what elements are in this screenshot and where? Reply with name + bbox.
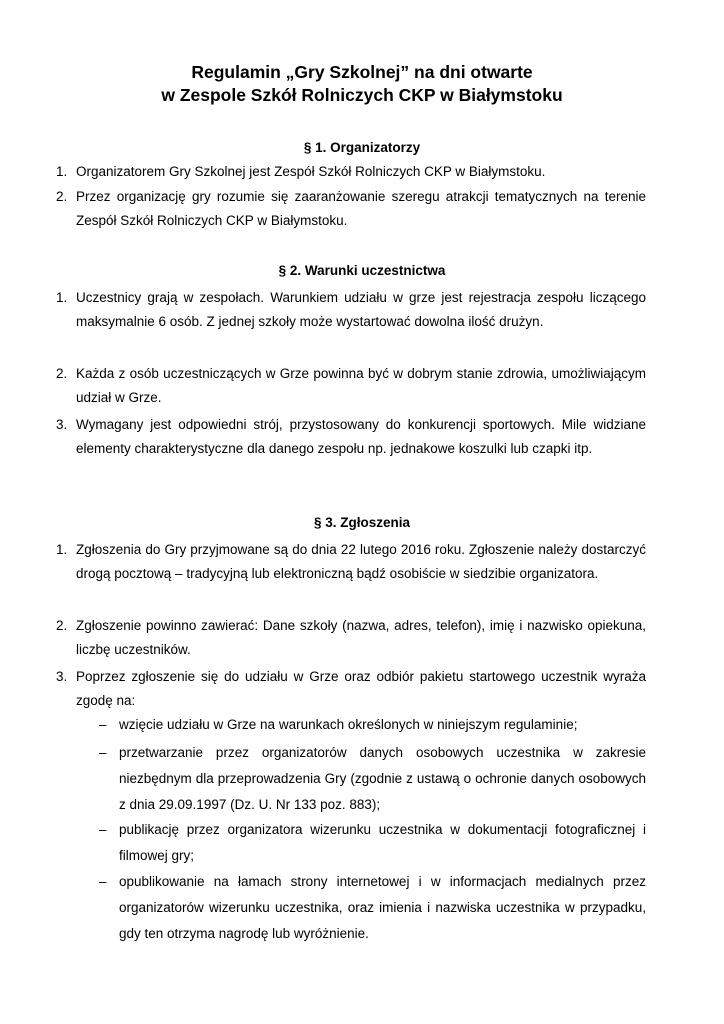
section-3-heading: § 3. Zgłoszenia — [313, 515, 411, 530]
item-number: 2. — [56, 189, 68, 204]
section-2-heading: § 2. Warunki uczestnictwa — [278, 263, 446, 278]
item-text: Poprzez zgłoszenie się do udziału w Grze oraz odbiór pakietu startowego uczestnik wyraża zgodę na: — [76, 669, 646, 708]
subitem-text: opublikowanie na łamach strony internetowej i w informacjach medialnych przez organizatorów wizerunku uczestnika, oraz imienia i nazwiska uczestnika w przypadku, gdy ten otrzyma nagrodę lub wyróżnienie. — [119, 874, 646, 941]
item-number: 2. — [56, 366, 68, 381]
item-text: Uczestnicy grają w zespołach. Warunkiem udziału w grze jest rejestracja zespołu liczącego maksymalnie 6 osób. Z jednej szkoły może wystartować dowolna ilość drużyn. — [76, 290, 646, 329]
item-number: 1. — [56, 164, 68, 179]
dash-bullet: – — [99, 717, 107, 732]
subitem-text: publikację przez organizatora wizerunku uczestnika w dokumentacji fotograficznej i filmowej gry; — [119, 822, 646, 863]
item-number: 1. — [56, 542, 68, 557]
section-1-heading: § 1. Organizatorzy — [303, 140, 421, 155]
dash-bullet: – — [99, 874, 107, 889]
subitem-text: wzięcie udziału w Grze na warunkach określonych w niniejszym regulaminie; — [119, 717, 578, 732]
item-text: Każda z osób uczestniczących w Grze powinna być w dobrym stanie zdrowia, umożliwiającym udział w Grze. — [76, 366, 646, 405]
item-text: Wymagany jest odpowiedni strój, przystosowany do konkurencji sportowych. Mile widziane elementy charakterystyczne dla danego zespołu np. jednakowe koszulki lub czapki itp. — [76, 417, 646, 456]
item-number: 3. — [56, 417, 68, 432]
item-text: Zgłoszenie powinno zawierać: Dane szkoły (nazwa, adres, telefon), imię i nazwisko opiekuna, liczbę uczestników. — [76, 618, 646, 657]
item-number: 3. — [56, 669, 68, 684]
document-title-line-1: Regulamin „Gry Szkolnej” na dni otwarte — [191, 62, 533, 82]
dash-bullet: – — [99, 822, 107, 837]
subitem-text: przetwarzanie przez organizatorów danych osobowych uczestnika w zakresie niezbędnym dla przeprowadzenia Gry (zgodnie z ustawą o ochronie danych osobowych z dnia 29.09.1997 (Dz. U. Nr 133 poz. 883); — [119, 745, 646, 812]
document-title-line-2: w Zespole Szkół Rolniczych CKP w Białymstoku — [161, 85, 563, 105]
item-text: Zgłoszenia do Gry przyjmowane są do dnia 22 lutego 2016 roku. Zgłoszenie należy dostarczyć drogą pocztową – tradycyjną lub elektroniczną bądź osobiście w siedzibie organizatora. — [76, 542, 646, 581]
item-number: 2. — [56, 618, 68, 633]
item-number: 1. — [56, 290, 68, 305]
item-text: Przez organizację gry rozumie się zaaranżowanie szeregu atrakcji tematycznych na terenie Zespół Szkół Rolniczych CKP w Białymstoku. — [76, 189, 646, 228]
item-text: Organizatorem Gry Szkolnej jest Zespół Szkół Rolniczych CKP w Białymstoku. — [76, 164, 546, 179]
dash-bullet: – — [99, 745, 107, 760]
